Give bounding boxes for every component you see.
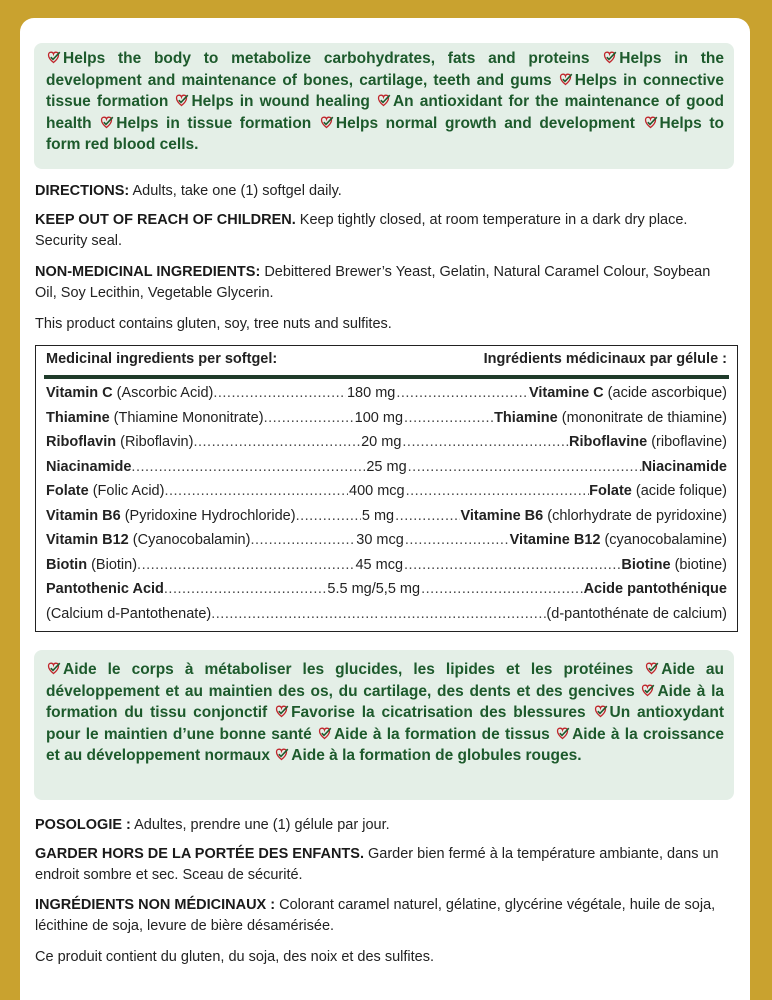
fr-ingredient-source: (d-pantothénate de calcium) (546, 605, 727, 622)
heart-check-icon (555, 727, 570, 740)
table-row (46, 385, 727, 410)
claim-text: Helps in wound healing (191, 93, 370, 110)
fr-ingredient-name: Thiamine (494, 409, 558, 426)
fr-ingredient-name: Acide pantothénique (583, 581, 727, 597)
heart-check-icon (643, 116, 658, 129)
en-ingredient-name: Niacinamide (46, 458, 132, 475)
leader-dots (402, 434, 569, 450)
claim-item (99, 115, 311, 132)
non-medicinal-label: NON-MEDICINAL INGREDIENTS: (35, 264, 261, 280)
directions-value: Adults, take one (1) softgel daily. (129, 183, 342, 199)
leader-dots (408, 459, 642, 475)
ingredient-amount: 25 mg (366, 458, 407, 475)
heart-check-icon (602, 51, 617, 64)
claim-text: Aide à la formation de globules rouges. (291, 747, 582, 764)
fr-ingredient-name: Vitamine B6 (460, 507, 544, 524)
claim-item (46, 50, 590, 67)
keep-out-label: KEEP OUT OF REACH OF CHILDREN. (35, 212, 296, 228)
table-row (46, 532, 727, 557)
table-header-rule (44, 375, 729, 379)
fr-ingredient-source: (biotine) (670, 556, 727, 573)
claims-french (34, 650, 734, 800)
en-ingredient-name: Thiamine (46, 409, 110, 426)
claim-text: Aide le corps à métaboliser les glucides, les lipides et les protéines (63, 661, 634, 678)
claims-english (34, 43, 734, 169)
en-ingredient-name: Biotin (46, 556, 88, 573)
claim-text: Aide au développement et au maintien des os, du cartilage, des dents et des gencives (46, 661, 724, 700)
en-ingredient-name: Folate (46, 483, 89, 499)
table-header-fr: Ingrédients médicinaux par gélule : (483, 351, 727, 367)
allergens-french: Ce produit contient du gluten, du soja, des noix et des sulfites. (35, 949, 434, 965)
ingredient-amount: 5.5 mg/5,5 mg (327, 581, 421, 597)
fr-ingredient-source: (acide ascorbique) (603, 385, 727, 401)
en-ingredient-source: (Riboflavin) (116, 434, 194, 450)
ingredient-amount: 400 mcg (349, 483, 405, 499)
ingredient-amount: 30 mcg (356, 532, 404, 548)
table-header-en: Medicinal ingredients per softgel: (46, 351, 278, 367)
claim-item (319, 115, 635, 132)
table-header (46, 346, 727, 373)
table-row (46, 483, 727, 508)
claim-text: Aide à la croissance et au développement normaux (46, 725, 724, 764)
claim-text: Un antioxydant pour le maintien d’une bonne santé (46, 704, 725, 743)
leader-dots (396, 385, 529, 401)
heart-check-icon (274, 705, 289, 718)
fr-ingredient-source: (chlorhydrate de pyridoxine) (543, 507, 727, 524)
table-row (46, 557, 727, 582)
leader-dots (193, 434, 360, 450)
table-row (46, 508, 727, 533)
leader-dots (164, 581, 327, 597)
garder-value: Garder bien fermé à la température ambiante, dans un endroit sombre et sec. Sceau de sécurité. (35, 846, 719, 883)
leader-dots (406, 483, 590, 499)
leader-dots (211, 606, 378, 622)
en-ingredient-source: (Biotin) (87, 556, 138, 573)
en-ingredient-name: Riboflavin (46, 434, 117, 450)
heart-check-icon (317, 727, 332, 740)
ingredient-amount: 180 mg (346, 385, 396, 401)
heart-check-icon (558, 73, 573, 86)
claim-text: Helps in connective tissue formation (46, 71, 724, 110)
claim-item (317, 726, 550, 743)
en-ingredient-name: Pantothenic Acid (46, 581, 164, 597)
leader-dots (404, 410, 494, 426)
claim-text: Helps normal growth and development (335, 114, 635, 132)
claim-text: Helps in tissue formation (116, 114, 312, 132)
directions-label: DIRECTIONS: (35, 183, 130, 199)
non-medicinal-value: Debittered Brewer’s Yeast, Gelatin, Natural Caramel Colour, Soybean Oil, Soy Lecithin, Vegetable Glycerin. (35, 264, 711, 301)
ingredients-non-label: INGRÉDIENTS NON MÉDICINAUX : (35, 897, 276, 913)
en-ingredient-source: (Thiamine Mononitrate) (109, 409, 264, 426)
posologie-value: Adultes, prendre une (1) gélule par jour. (130, 817, 390, 833)
fr-ingredient-name: Niacinamide (641, 458, 727, 475)
en-ingredient-source: (Folic Acid) (88, 483, 165, 499)
leader-dots (137, 557, 354, 573)
claim-text: Helps in the development and maintenance of bones, cartilage, teeth and gums (46, 50, 724, 89)
fr-ingredient-name: Riboflavine (569, 434, 648, 450)
leader-dots (421, 581, 584, 597)
en-ingredient-source: (Cyanocobalamin) (128, 532, 251, 548)
fr-ingredient-source: (riboflavine) (647, 434, 727, 450)
keep-out-value: Keep tightly closed, at room temperature in a dark dry place. Security seal. (35, 212, 688, 249)
heart-check-icon (376, 94, 391, 107)
leader-dots (250, 532, 355, 548)
claim-text: Aide à la formation de tissus (333, 725, 550, 743)
leader-dots (404, 557, 621, 573)
en-ingredient-source: (Ascorbic Acid) (112, 385, 214, 401)
allergens-english: This product contains gluten, soy, tree nuts and sulfites. (35, 316, 392, 332)
fr-ingredient-name: Vitamine B12 (509, 532, 601, 548)
ingredient-amount: 20 mg (361, 434, 402, 450)
garder-text (35, 844, 735, 886)
ingredients-non-text (35, 895, 735, 937)
fr-ingredient-source: (cyanocobalamine) (600, 532, 727, 548)
claim-item (274, 747, 581, 764)
fr-ingredient-name: Biotine (621, 556, 671, 573)
heart-check-icon (46, 51, 61, 64)
leader-dots (164, 483, 348, 499)
leader-dots (213, 385, 346, 401)
fr-ingredient-name: Vitamine C (528, 385, 604, 401)
non-medicinal-text (35, 262, 735, 304)
posologie-label: POSOLOGIE : (35, 817, 131, 833)
claim-text: An antioxidant for the maintenance of good health (46, 93, 725, 132)
table-row (46, 434, 727, 459)
heart-check-icon (174, 94, 189, 107)
table-row (46, 459, 727, 484)
table-row (46, 581, 727, 606)
claim-item (174, 93, 369, 110)
claim-text: Helps to form red blood cells. (46, 114, 724, 153)
directions-text (35, 181, 735, 202)
heart-check-icon (99, 116, 114, 129)
claim-text: Helps the body to metabolize carbohydrates, fats and proteins (63, 50, 590, 67)
posologie-text (35, 815, 735, 836)
heart-check-icon (644, 662, 659, 675)
claim-text: Favorise la cicatrisation des blessures (291, 704, 586, 721)
leader-dots (405, 532, 510, 548)
claim-item (46, 661, 633, 678)
claim-text: Aide à la formation du tissu conjonctif (46, 682, 724, 721)
leader-dots (395, 508, 460, 524)
en-ingredient-name: Vitamin C (46, 385, 113, 401)
keep-out-text (35, 210, 735, 252)
en-ingredient-source: (Calcium d-Pantothenate) (46, 605, 212, 622)
table-row (46, 606, 727, 631)
heart-check-icon (319, 116, 334, 129)
leader-dots (380, 606, 547, 622)
table-row (46, 410, 727, 435)
heart-check-icon (640, 684, 655, 697)
en-ingredient-source: (Pyridoxine Hydrochloride) (120, 507, 296, 524)
claim-item (274, 704, 586, 721)
fr-ingredient-source: (mononitrate de thiamine) (557, 409, 727, 426)
ingredients-table (35, 345, 738, 632)
en-ingredient-name: Vitamin B6 (46, 507, 121, 524)
heart-check-icon (46, 662, 61, 675)
ingredients-non-value: Colorant caramel naturel, gélatine, glycérine végétale, huile de soja, lécithine de soja, levure de bière désamérisée. (35, 897, 716, 934)
leader-dots (264, 410, 354, 426)
leader-dots (296, 508, 361, 524)
label-panel (20, 18, 750, 1000)
ingredient-amount: 45 mcg (355, 556, 404, 573)
garder-label: GARDER HORS DE LA PORTÉE DES ENFANTS. (35, 846, 364, 862)
fr-ingredient-source: (acide folique) (631, 483, 727, 499)
ingredient-amount: 5 mg (361, 507, 395, 524)
fr-ingredient-name: Folate (589, 483, 632, 499)
ingredient-amount: 100 mg (354, 409, 404, 426)
leader-dots (131, 459, 365, 475)
heart-check-icon (593, 705, 608, 718)
en-ingredient-name: Vitamin B12 (46, 532, 129, 548)
heart-check-icon (274, 748, 289, 761)
